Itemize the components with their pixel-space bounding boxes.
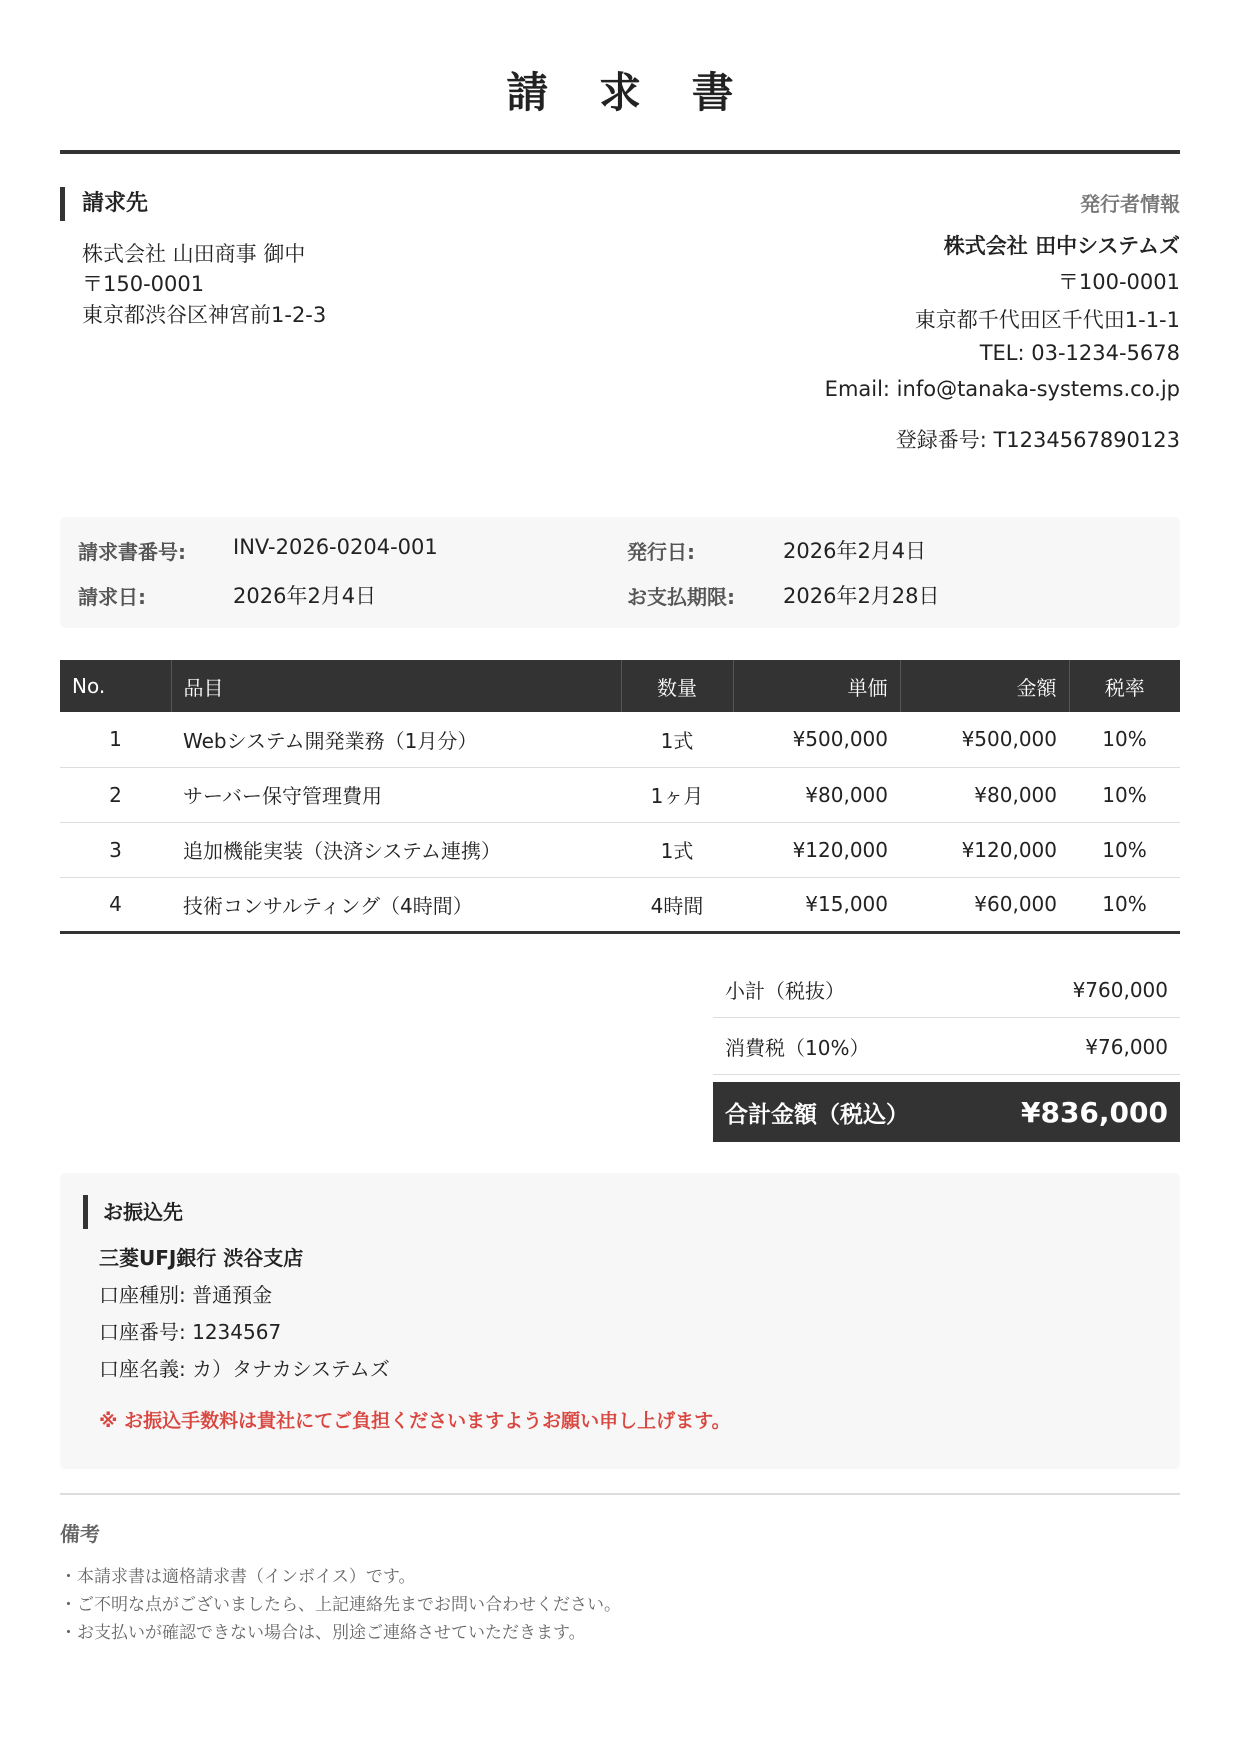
- col-item: 品目: [171, 660, 621, 712]
- row-qty: 1式: [621, 712, 733, 767]
- invoice-no: INV-2026-0204-001: [233, 535, 438, 559]
- row-no: 1: [60, 712, 171, 767]
- row-tax-rate: 10%: [1069, 822, 1180, 877]
- remark-line: ・ご不明な点がございましたら、上記連絡先までお問い合わせください。: [60, 1595, 621, 1615]
- bill-to-heading: 請求先: [60, 187, 148, 221]
- row-unit-price: ¥120,000: [733, 822, 900, 877]
- total-value: ¥836,000: [1020, 1095, 1168, 1129]
- row-tax-rate: 10%: [1069, 877, 1180, 932]
- col-qty: 数量: [621, 660, 733, 712]
- row-no: 3: [60, 822, 171, 877]
- row-item: 追加機能実装（決済システム連携）: [171, 822, 621, 877]
- row-item: 技術コンサルティング（4時間）: [171, 877, 621, 932]
- row-amount: ¥60,000: [900, 877, 1069, 932]
- due-date-label: お支払期限:: [627, 585, 735, 609]
- title-divider: [60, 150, 1180, 154]
- account-type: 口座種別: 普通預金: [99, 1283, 273, 1307]
- table-row: [60, 712, 1180, 767]
- remarks-divider: [60, 1493, 1180, 1495]
- subtotal-label: 小計（税抜）: [725, 979, 845, 1003]
- row-qty: 1ヶ月: [621, 767, 733, 822]
- row-tax-rate: 10%: [1069, 767, 1180, 822]
- invoice-info-box: [60, 517, 1180, 628]
- subtotal-value: ¥760,000: [1072, 977, 1168, 1002]
- account-holder: 口座名義: カ）タナカシステムズ: [99, 1357, 390, 1381]
- bill-date-label: 請求日:: [78, 585, 146, 609]
- col-amount: 金額: [900, 660, 1069, 712]
- bill-to-address: 東京都渋谷区神宮前1-2-3: [82, 303, 327, 327]
- row-item: Webシステム開発業務（1月分）: [171, 712, 621, 767]
- remark-line: ・お支払いが確認できない場合は、別途ご連絡させていただきます。: [60, 1623, 586, 1643]
- col-unit-price: 単価: [733, 660, 900, 712]
- bank-heading: お振込先: [83, 1195, 183, 1229]
- row-no: 4: [60, 877, 171, 932]
- account-number: 口座番号: 1234567: [99, 1320, 282, 1344]
- bill-to-postal: 〒150-0001: [82, 272, 205, 296]
- page-title: 請 求 書: [506, 68, 752, 117]
- bank-info-box: [60, 1173, 1180, 1469]
- table-row: [60, 767, 1180, 822]
- total-label: 合計金額（税込）: [725, 1101, 909, 1128]
- issue-date-label: 発行日:: [627, 540, 695, 564]
- invoice-no-label: 請求書番号:: [78, 540, 186, 564]
- row-amount: ¥120,000: [900, 822, 1069, 877]
- bill-to-name: 株式会社 山田商事 御中: [82, 242, 306, 266]
- row-tax-rate: 10%: [1069, 712, 1180, 767]
- row-no: 2: [60, 767, 171, 822]
- grand-total: [713, 1082, 1180, 1142]
- issuer-tel: TEL: 03-1234-5678: [979, 341, 1180, 365]
- issue-date: 2026年2月4日: [783, 539, 927, 563]
- col-tax-rate: 税率: [1069, 660, 1180, 712]
- issuer-email: Email: info@tanaka-systems.co.jp: [824, 377, 1180, 401]
- remark-line: ・本請求書は適格請求書（インボイス）です。: [60, 1567, 416, 1587]
- row-unit-price: ¥80,000: [733, 767, 900, 822]
- row-item: サーバー保守管理費用: [171, 767, 621, 822]
- remarks-heading: 備考: [60, 1522, 100, 1546]
- bill-date: 2026年2月4日: [233, 584, 377, 608]
- issuer-postal: 〒100-0001: [1057, 270, 1180, 294]
- issuer-registration: 登録番号: T1234567890123: [895, 428, 1180, 452]
- due-date: 2026年2月28日: [783, 584, 940, 608]
- row-amount: ¥500,000: [900, 712, 1069, 767]
- row-unit-price: ¥15,000: [733, 877, 900, 932]
- row-qty: 4時間: [621, 877, 733, 932]
- fee-notice: ※ お振込手数料は貴社にてご負担くださいますようお願い申し上げます。: [99, 1410, 731, 1432]
- bank-name: 三菱UFJ銀行 渋谷支店: [99, 1246, 304, 1270]
- tax-value: ¥76,000: [1085, 1034, 1168, 1059]
- tax-row: [713, 1019, 1180, 1075]
- items-table: [60, 660, 1180, 934]
- table-row: [60, 877, 1180, 932]
- issuer-address: 東京都千代田区千代田1-1-1: [914, 308, 1180, 332]
- col-no: No.: [60, 660, 171, 712]
- issuer-heading: 発行者情報: [1080, 192, 1180, 216]
- issuer-company: 株式会社 田中システムズ: [943, 234, 1180, 258]
- row-qty: 1式: [621, 822, 733, 877]
- tax-label: 消費税（10%）: [725, 1036, 870, 1060]
- row-unit-price: ¥500,000: [733, 712, 900, 767]
- table-row: [60, 822, 1180, 877]
- row-amount: ¥80,000: [900, 767, 1069, 822]
- subtotal-row: [713, 962, 1180, 1018]
